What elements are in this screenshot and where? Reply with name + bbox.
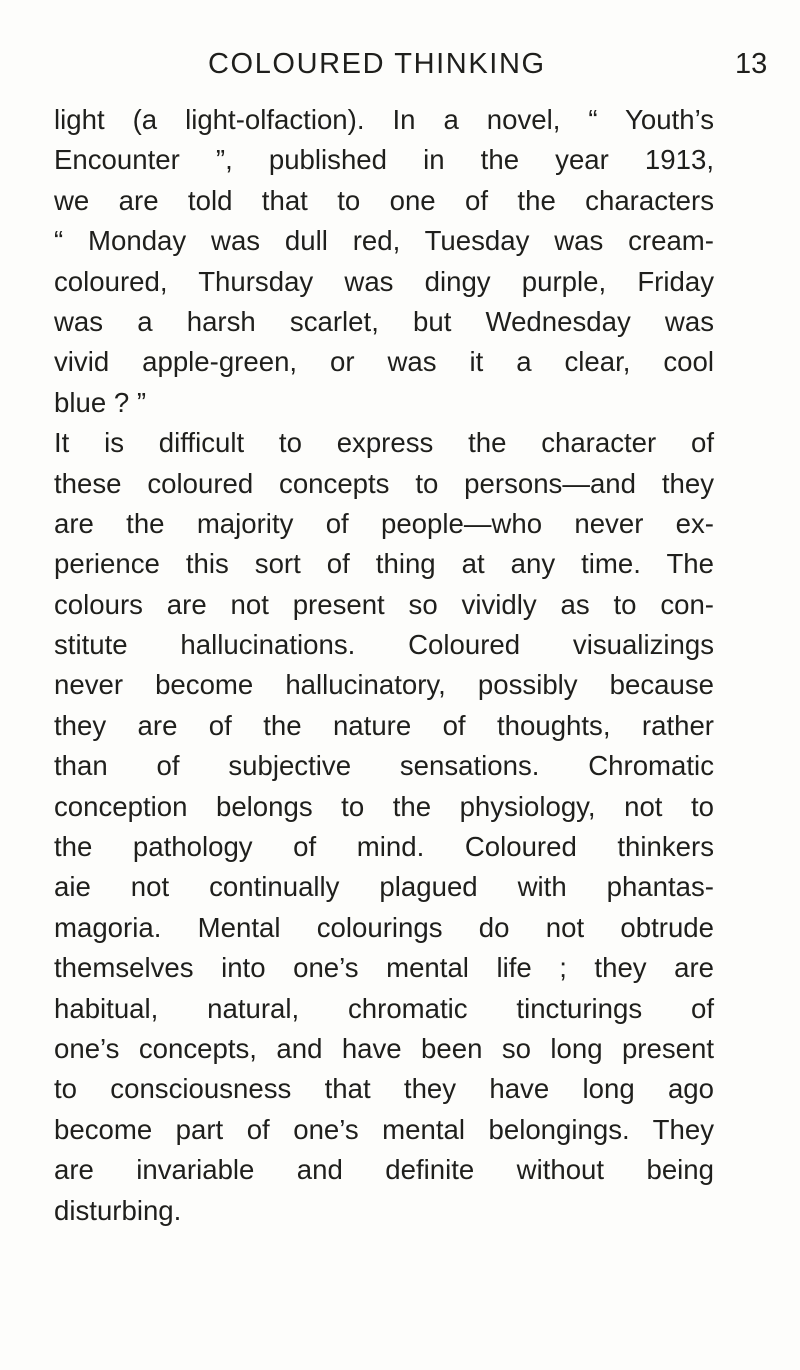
text-line: “ Monday was dull red, Tuesday was cream- (54, 225, 714, 257)
text-line: stitute hallucinations. Coloured visualizings (54, 629, 714, 661)
text-line: we are told that to one of the characters (54, 184, 714, 216)
text-line: vivid apple-green, or was it a clear, cool (54, 346, 714, 378)
text-line: than of subjective sensations. Chromatic (54, 750, 714, 782)
text-line: habitual, natural, chromatic tincturings of (54, 992, 714, 1024)
text-line: to consciousness that they have long ago (54, 1073, 714, 1105)
text-line: never become hallucinatory, possibly because (54, 669, 714, 701)
text-line: become part of one’s mental belongings. They (54, 1113, 714, 1145)
text-line: are invariable and definite without being (54, 1154, 714, 1186)
text-line: was a harsh scarlet, but Wednesday was (54, 305, 714, 337)
paragraph-end-line: blue ? ” (54, 386, 147, 418)
text-line: aie not continually plagued with phantas- (54, 871, 714, 903)
text-line: light (a light-olfaction). In a novel, “ Youth’s (54, 104, 714, 135)
running-head (0, 44, 800, 84)
paragraph-end-line: disturbing. (54, 1194, 182, 1226)
text-line: the pathology of mind. Coloured thinkers (54, 831, 714, 863)
text-line: they are of the nature of thoughts, rather (54, 709, 714, 741)
running-title: COLOURED THINKING (208, 48, 546, 80)
text-line: magoria. Mental colourings do not obtrude (54, 911, 714, 943)
body-text (54, 100, 714, 1231)
text-line: conception belongs to the physiology, not to (54, 790, 714, 822)
text-line: colours are not present so vividly as to con- (54, 588, 714, 620)
text-line: themselves into one’s mental life ; they are (54, 952, 714, 984)
text-line: one’s concepts, and have been so long present (54, 1032, 714, 1064)
text-line: perience this sort of thing at any time. The (54, 548, 714, 580)
text-line: coloured, Thursday was dingy purple, Friday (54, 265, 714, 297)
page-number: 13 (735, 48, 768, 80)
text-line: It is difficult to express the character of (54, 427, 714, 459)
text-line: Encounter ”, published in the year 1913, (54, 144, 714, 176)
text-line: are the majority of people—who never ex- (54, 507, 714, 539)
text-line: these coloured concepts to persons—and they (54, 467, 714, 499)
